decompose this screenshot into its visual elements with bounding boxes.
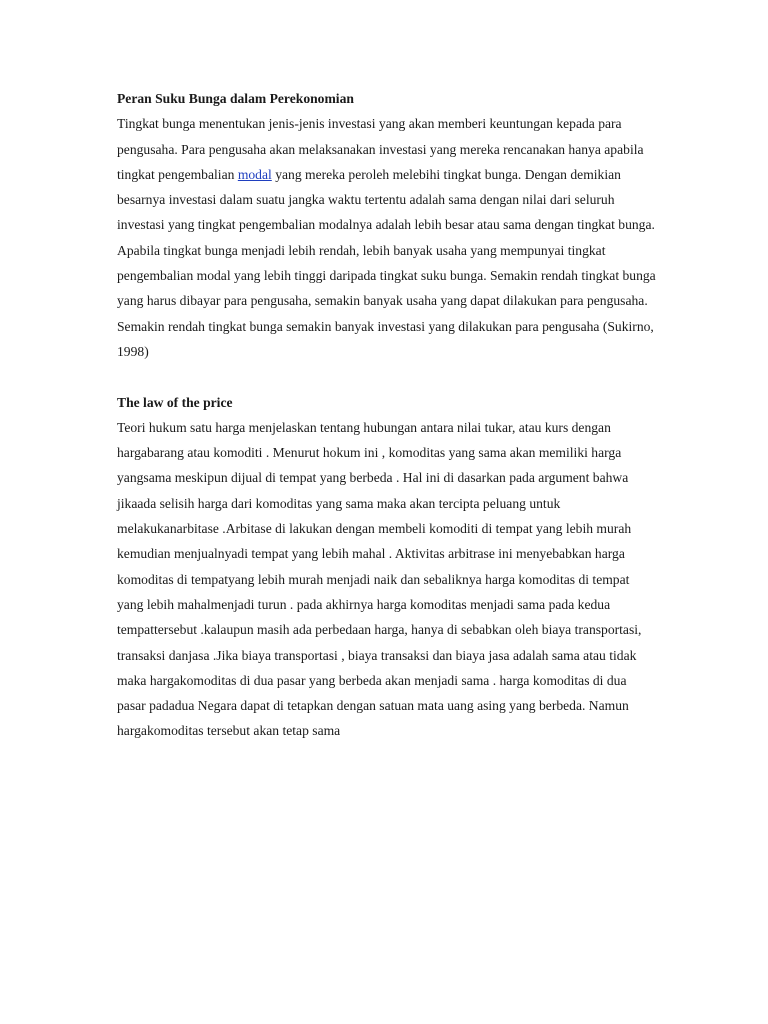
- section-heading-interest-rate: Peran Suku Bunga dalam Perekonomian: [117, 91, 354, 106]
- paragraph-lower-interest: Apabila tingkat bunga menjadi lebih rendah, lebih banyak usaha yang mempunyai tingkat pengembalian modal yang lebih tinggi daripada tingkat suku bunga. Semakin rendah tingkat bunga yang harus dibayar para pengusaha, semakin banyak usaha yang dapat dilakukan para pengusaha. Semakin rendah tingkat bunga semakin banyak investasi yang dilakukan para pengusaha (Sukirno, 1998): [117, 242, 656, 359]
- document-page: [117, 86, 657, 744]
- modal-link[interactable]: modal: [237, 166, 272, 182]
- section-spacer: [117, 364, 657, 389]
- paragraph-law-of-one-price: Teori hukum satu harga menjelaskan tentang hubungan antara nilai tukar, atau kurs dengan hargabarang atau komoditi . Menurut hokum ini , komoditas yang sama akan memiliki harga yangsama meskipun dijual di tempat yang berbeda . Hal ini di dasarkan pada argument bahwa jikaada selisih harga dari komoditas yang sama maka akan tercipta peluang untuk melakukanarbitase .Arbitase di lakukan dengan membeli komoditi di tempat yang lebih murah kemudian menjualnyadi tempat yang lebih mahal . Aktivitas arbitrase ini menyebabkan harga komoditas di tempatyang lebih murah menjadi naik dan sebaliknya harga komoditas di tempat yang lebih mahalmenjadi turun . pada akhirnya harga komoditas menjadi sama pada kedua tempattersebut .kalaupun masih ada perbedaan harga, hanya di sebabkan oleh biaya transportasi, transaksi danjasa .Jika biaya transportasi , biaya transaksi dan biaya jasa adalah sama atau tidak maka hargakomoditas di dua pasar yang berbeda akan menjadi sama . harga komoditas di dua pasar padadua Negara dapat di tetapkan dengan satuan mata uang asing yang berbeda. Namun hargakomoditas tersebut akan tetap sama: [117, 419, 642, 739]
- section-heading-law-of-price: The law of the price: [117, 394, 233, 410]
- paragraph-interest-investment: [117, 111, 657, 237]
- paragraph-text-before-link: Tingkat bunga menentukan jenis-jenis investasi yang akan memberi keuntungan kepada para pengusaha. Para pengusaha akan melaksanakan investasi yang mereka rencanakan hanya apabila tingkat pengembalian: [117, 116, 644, 182]
- paragraph-text-after-link: yang mereka peroleh melebihi tingkat bunga. Dengan demikian besarnya investasi dalam suatu jangka waktu tertentu adalah sama dengan nilai dari seluruh investasi yang tingkat pengembalian modalnya adalah lebih besar atau sama dengan tingkat bunga.: [117, 166, 655, 233]
